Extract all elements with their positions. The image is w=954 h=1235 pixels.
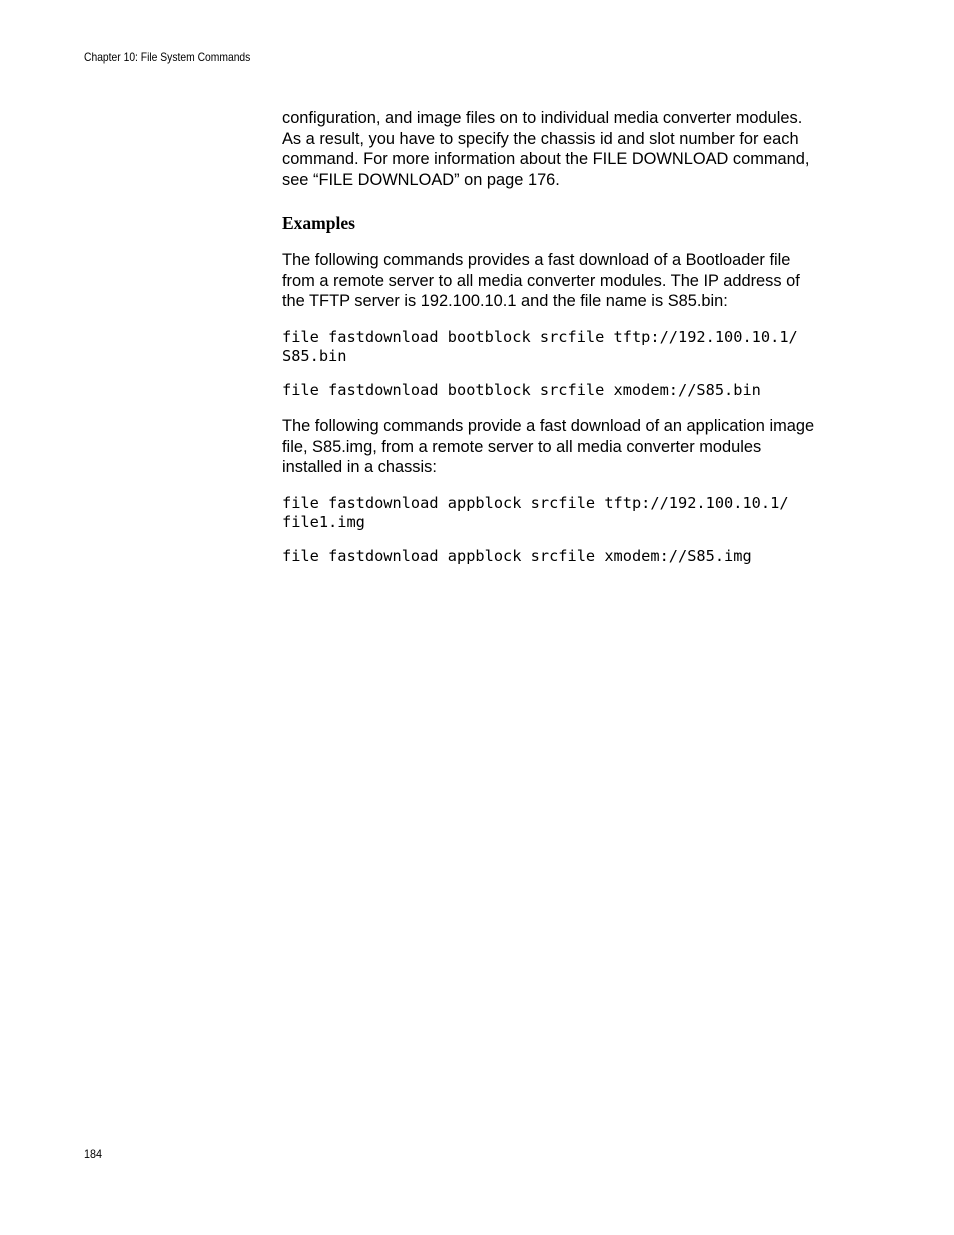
code-appblock-xmodem bbox=[282, 547, 852, 567]
text-line: The following commands provide a fast download of an application image bbox=[282, 417, 815, 435]
intro-paragraph bbox=[282, 108, 852, 190]
text-line: installed in a chassis: bbox=[282, 458, 437, 476]
page-number: 184 bbox=[84, 1147, 103, 1161]
code-line: file fastdownload appblock srcfile tftp://192.100.10.1/ bbox=[282, 493, 789, 512]
text-line: command. For more information about the FILE DOWNLOAD command, bbox=[282, 150, 810, 168]
code-line: S85.bin bbox=[282, 347, 347, 365]
bootloader-paragraph bbox=[282, 250, 852, 312]
text-line: As a result, you have to specify the chassis id and slot number for each bbox=[282, 129, 799, 148]
text-line: see “FILE DOWNLOAD” on page 176. bbox=[282, 170, 560, 189]
text-line: from a remote server to all media converter modules. The IP address of bbox=[282, 271, 800, 290]
text-line: the TFTP server is 192.100.10.1 and the file name is S85.bin: bbox=[282, 292, 728, 310]
code-appblock-tftp bbox=[282, 494, 852, 533]
code-bootblock-xmodem bbox=[282, 381, 852, 401]
examples-heading: Examples bbox=[282, 213, 355, 233]
text-line: file, S85.img, from a remote server to all media converter modules bbox=[282, 437, 762, 456]
text-line: configuration, and image files on to individual media converter modules. bbox=[282, 109, 803, 127]
code-line: file fastdownload bootblock srcfile tftp://192.100.10.1/ bbox=[282, 327, 798, 346]
page-content bbox=[282, 108, 852, 566]
running-header: Chapter 10: File System Commands bbox=[84, 50, 251, 64]
appimage-paragraph bbox=[282, 416, 852, 478]
text-line: The following commands provides a fast download of a Bootloader file bbox=[282, 251, 791, 269]
code-line: file fastdownload appblock srcfile xmodem://S85.img bbox=[282, 546, 752, 565]
code-line: file fastdownload bootblock srcfile xmodem://S85.bin bbox=[282, 380, 761, 399]
code-bootblock-tftp bbox=[282, 328, 852, 367]
code-line: file1.img bbox=[282, 513, 365, 531]
